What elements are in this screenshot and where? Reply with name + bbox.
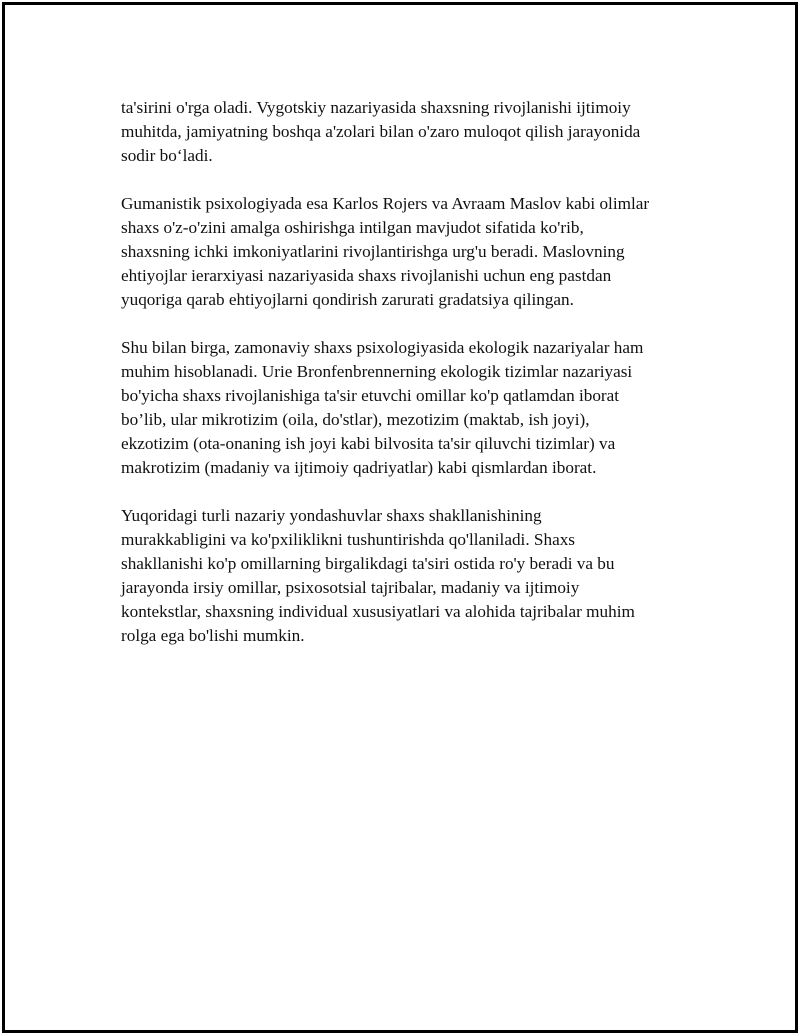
paragraph-conclusion: Yuqoridagi turli nazariy yondashuvlar shaxs shakllanishining murakkabligini va ko'pxiliklikni tushuntirishda qo'llaniladi. Shaxs shakllanishi ko'p omillarning birgalikdagi ta'siri ostida ro'y beradi va bu jarayonda irsiy omillar, psixosotsial tajribalar, madaniy va ijtimoiy kontekstlar, shaxsning individual xususiyatlari va alohida tajribalar muhim rolga ega bo'lishi mumkin. [121,506,635,645]
paragraph-vygotsky: ta'sirini o'rga oladi. Vygotskiy nazariyasida shaxsning rivojlanishi ijtimoiy muhitda, jamiyatning boshqa a'zolari bilan o'zaro muloqot qilish jarayonida sodir bo‘ladi. [121,98,641,165]
paragraph-ecological-theory: Shu bilan birga, zamonaviy shaxs psixologiyasida ekologik nazariyalar ham muhim hisoblanadi. Urie Bronfenbrennerning ekologik tizimlar nazariyasi bo'yicha shaxs rivojlanishiga ta'sir etuvchi omillar ko'p qatlamdan iborat bo’lib, ular mikrotizim (oila, do'stlar), mezotizim (maktab, ish joyi), ekzotizim (ota-onaning ish joyi kabi bilvosita ta'sir qiluvchi tizimlar) va makrotizim (madaniy va ijtimoiy qadriyatlar) kabi qismlardan iborat. [121,338,644,477]
page-content [121,96,701,672]
page-frame [2,2,798,1033]
paragraph-humanistic-psychology: Gumanistik psixologiyada esa Karlos Rojers va Avraam Maslov kabi olimlar shaxs o'z-o'zini amalga oshirishga intilgan mavjudot sifatida ko'rib, shaxsning ichki imkoniyatlarini rivojlantirishga urg'u beradi. Maslovning ehtiyojlar ierarxiyasi nazariyasida shaxs rivojlanishi uchun eng pastdan yuqoriga qarab ehtiyojlarni qondirish zarurati gradatsiya qilingan. [121,194,650,309]
